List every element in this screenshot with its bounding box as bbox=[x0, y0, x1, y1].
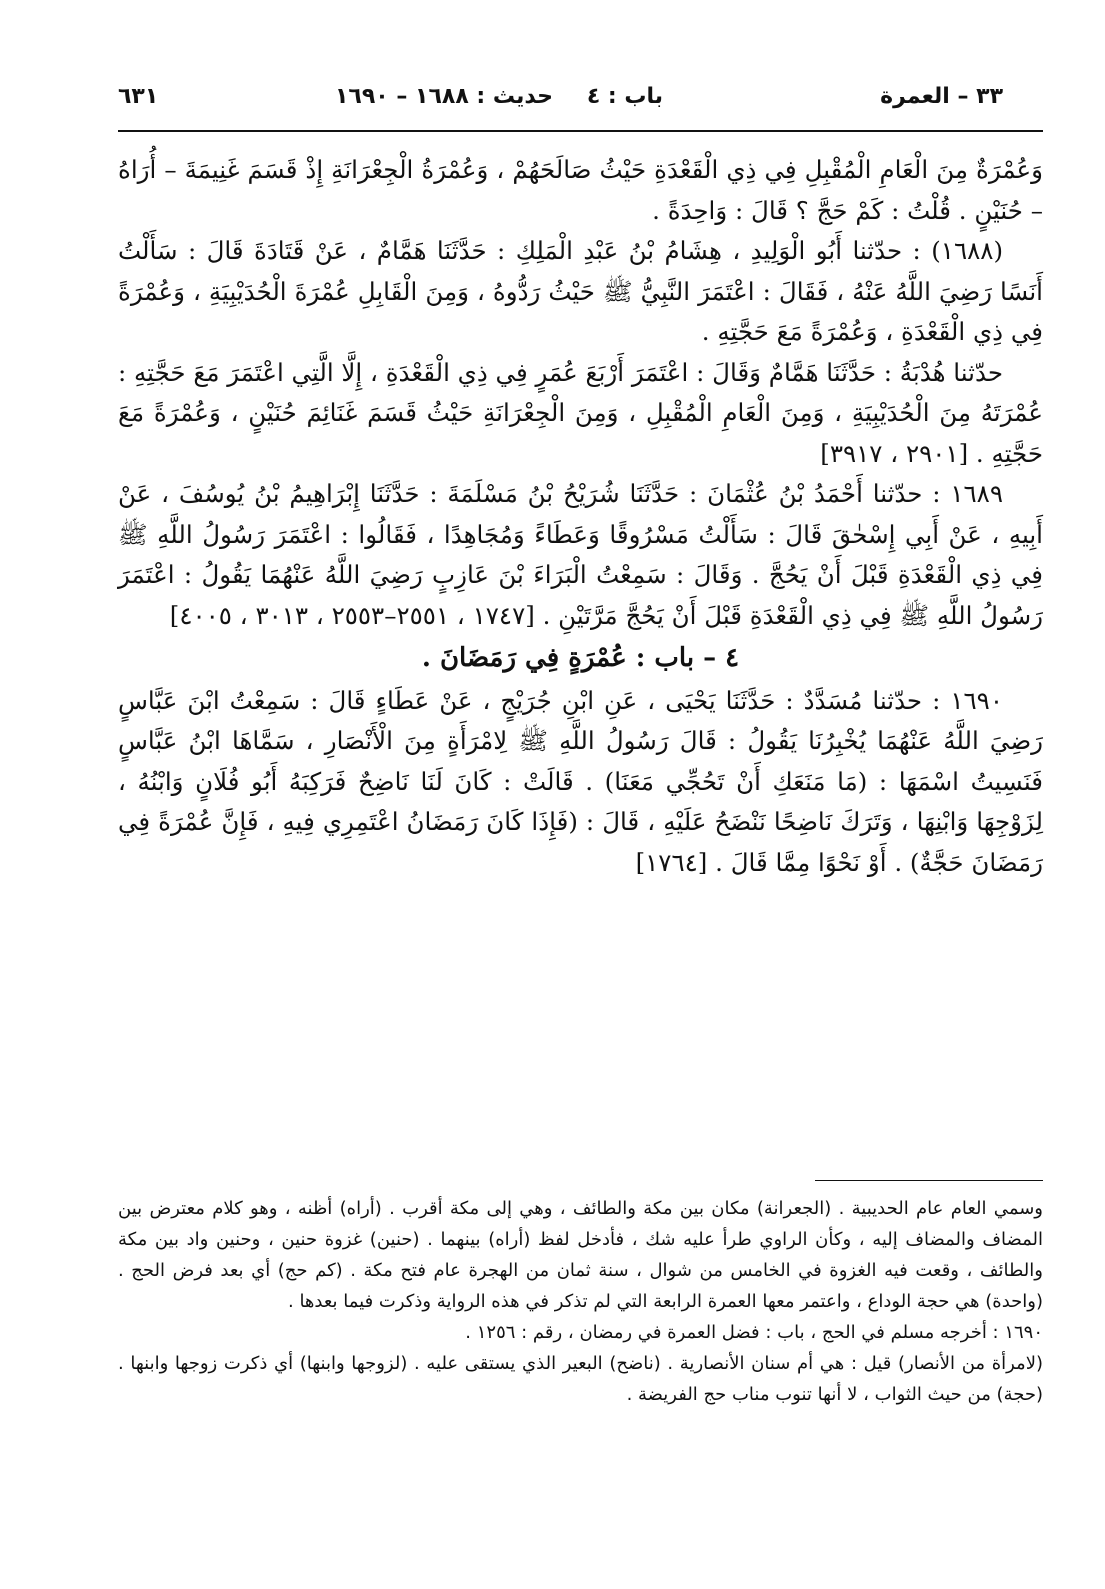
header-hadith-range: حديث : ١٦٨٨ – ١٦٩٠ bbox=[335, 84, 553, 109]
text-paragraph-continuation: وَعُمْرَةٌ مِنَ الْعَامِ الْمُقْبِلِ فِي ذِي الْقَعْدَةِ حَيْثُ صَالَحَهُمْ ، وَعُمْرَةُ الْجِعْرَانَةِ إِذْ قَسَمَ غَنِيمَةَ – أُرَاهُ – حُنَيْنٍ . قُلْتُ : كَمْ حَجَّ ؟ قَالَ : وَاحِدَةً . bbox=[118, 155, 1043, 225]
header-bab: باب : ٤ bbox=[586, 84, 663, 109]
footnote-rule bbox=[815, 1180, 1043, 1181]
main-text bbox=[118, 150, 1043, 883]
page-number: ٦٣١ bbox=[118, 84, 159, 109]
footnotes bbox=[118, 1193, 1043, 1410]
hadith-1689: ١٦٨٩ : حدّثنا أَحْمَدُ بْنُ عُثْمَانَ : حَدَّثَنَا شُرَيْحُ بْنُ مَسْلَمَةَ : حَدَّثَنَا إِبْرَاهِيمُ بْنُ يُوسُفَ ، عَنْ أَبِيهِ ، عَنْ أَبِي إِسْحٰقَ قَالَ : سَأَلْتُ مَسْرُوقًا وَعَطَاءً وَمُجَاهِدًا ، فَقَالُوا : اعْتَمَرَ رَسُولُ اللَّهِ ﷺ فِي ذِي الْقَعْدَةِ قَبْلَ أَنْ يَحُجَّ . وَقَالَ : سَمِعْتُ الْبَرَاءَ بْنَ عَازِبٍ رَضِيَ اللَّهُ عَنْهُمَا يَقُولُ : اعْتَمَرَ رَسُولُ اللَّهِ ﷺ فِي ذِي الْقَعْدَةِ قَبْلَ أَنْ يَحُجَّ مَرَّتَيْنِ . [١٧٤٧ ، ٢٥٥١–٢٥٥٣ ، ٣٠١٣ ، ٤٠٠٥] bbox=[118, 479, 1043, 630]
hadith-1690: ١٦٩٠ : حدّثنا مُسَدَّدٌ : حَدَّثَنَا يَحْيَى ، عَنِ ابْنِ جُرَيْجٍ ، عَنْ عَطَاءٍ قَالَ : سَمِعْتُ ابْنَ عَبَّاسٍ رَضِيَ اللَّهُ عَنْهُمَا يُخْبِرُنَا يَقُولُ : قَالَ رَسُولُ اللَّهِ ﷺ لِامْرَأَةٍ مِنَ الْأَنْصَارِ ، سَمَّاهَا ابْنُ عَبَّاسٍ فَنَسِيتُ اسْمَهَا : (مَا مَنَعَكِ أَنْ تَحُجِّي مَعَنَا) . قَالَتْ : كَانَ لَنَا نَاضِحٌ فَرَكِبَهُ أَبُو فُلَانٍ وَابْنُهُ ، لِزَوْجِهَا وَابْنِهَا ، وَتَرَكَ نَاضِحًا نَنْضَحُ عَلَيْهِ ، قَالَ : (فَإِذَا كَانَ رَمَضَانُ اعْتَمِرِي فِيهِ ، فَإِنَّ عُمْرَةً فِي رَمَضَانَ حَجَّةٌ) . أَوْ نَحْوًا مِمَّا قَالَ . [١٧٦٤] bbox=[118, 685, 1043, 877]
header-chapter: ٣٣ – العمرة bbox=[880, 84, 1003, 109]
chapter-title: ٤ – باب : عُمْرَةٍ فِي رَمَضَانَ . bbox=[421, 643, 740, 673]
footnote-explanations: وسمي العام عام الحديبية . (الجعرانة) مكان بين مكة والطائف ، وهي إلى مكة أقرب . (أراه) أظنه ، وهو كلام معترض بين المضاف والمضاف إليه ، وكأن الراوي طرأ عليه شك ، فأدخل لفظ (أراه) بينهما . (حنين) غزوة حنين ، وحنين واد بين مكة والطائف ، وقعت فيه الغزوة في الخامس من شوال ، سنة ثمان من الهجرة عام فتح مكة . (كم حج) أي بعد فرض الحج . (واحدة) هي حجة الوداع ، واعتمر معها العمرة الرابعة التي لم تذكر في هذه الرواية وذكرت فيما بعدها . bbox=[118, 1198, 1043, 1312]
footnote-1690-explanations: (لامرأة من الأنصار) قيل : هي أم سنان الأنصارية . (ناضح) البعير الذي يستقى عليه . (لزوجها وابنها) أي ذكرت زوجها وابنها . (حجة) من حيث الثواب ، لا أنها تنوب مناب حج الفريضة . bbox=[118, 1353, 1043, 1405]
hadith-1688-second-chain: حدّثنا هُدْبَةُ : حَدَّثَنَا هَمَّامٌ وَقَالَ : اعْتَمَرَ أَرْبَعَ عُمَرٍ فِي ذِي الْقَعْدَةِ ، إِلَّا الَّتِي اعْتَمَرَ مَعَ حَجَّتِهِ : عُمْرَتَهُ مِنَ الْحُدَيْبِيَةِ ، وَمِنَ الْعَامِ الْمُقْبِلِ ، وَمِنَ الْجِعْرَانَةِ حَيْثُ قَسَمَ غَنَائِمَ حُنَيْنٍ ، وَعُمْرَةً مَعَ حَجَّتِهِ . [٢٩٠١ ، ٣٩١٧] bbox=[118, 357, 1043, 468]
running-header bbox=[118, 84, 1003, 124]
hadith-1688: (١٦٨٨) : حدّثنا أَبُو الْوَلِيدِ ، هِشَامُ بْنُ عَبْدِ الْمَلِكِ : حَدَّثَنَا هَمَّامٌ ، عَنْ قَتَادَةَ قَالَ : سَأَلْتُ أَنَسًا رَضِيَ اللَّهُ عَنْهُ ، فَقَالَ : اعْتَمَرَ النَّبِيُّ ﷺ حَيْثُ رَدُّوهُ ، وَمِنَ الْقَابِلِ عُمْرَةَ الْحُدَيْبِيَةِ ، وَعُمْرَةً فِي ذِي الْقَعْدَةِ ، وَعُمْرَةً مَعَ حَجَّتِهِ . bbox=[118, 236, 1043, 346]
header-rule bbox=[118, 130, 1043, 132]
footnote-1690-source: ١٦٩٠ : أخرجه مسلم في الحج ، باب : فضل العمرة في رمضان ، رقم : ١٢٥٦ . bbox=[465, 1322, 1043, 1343]
